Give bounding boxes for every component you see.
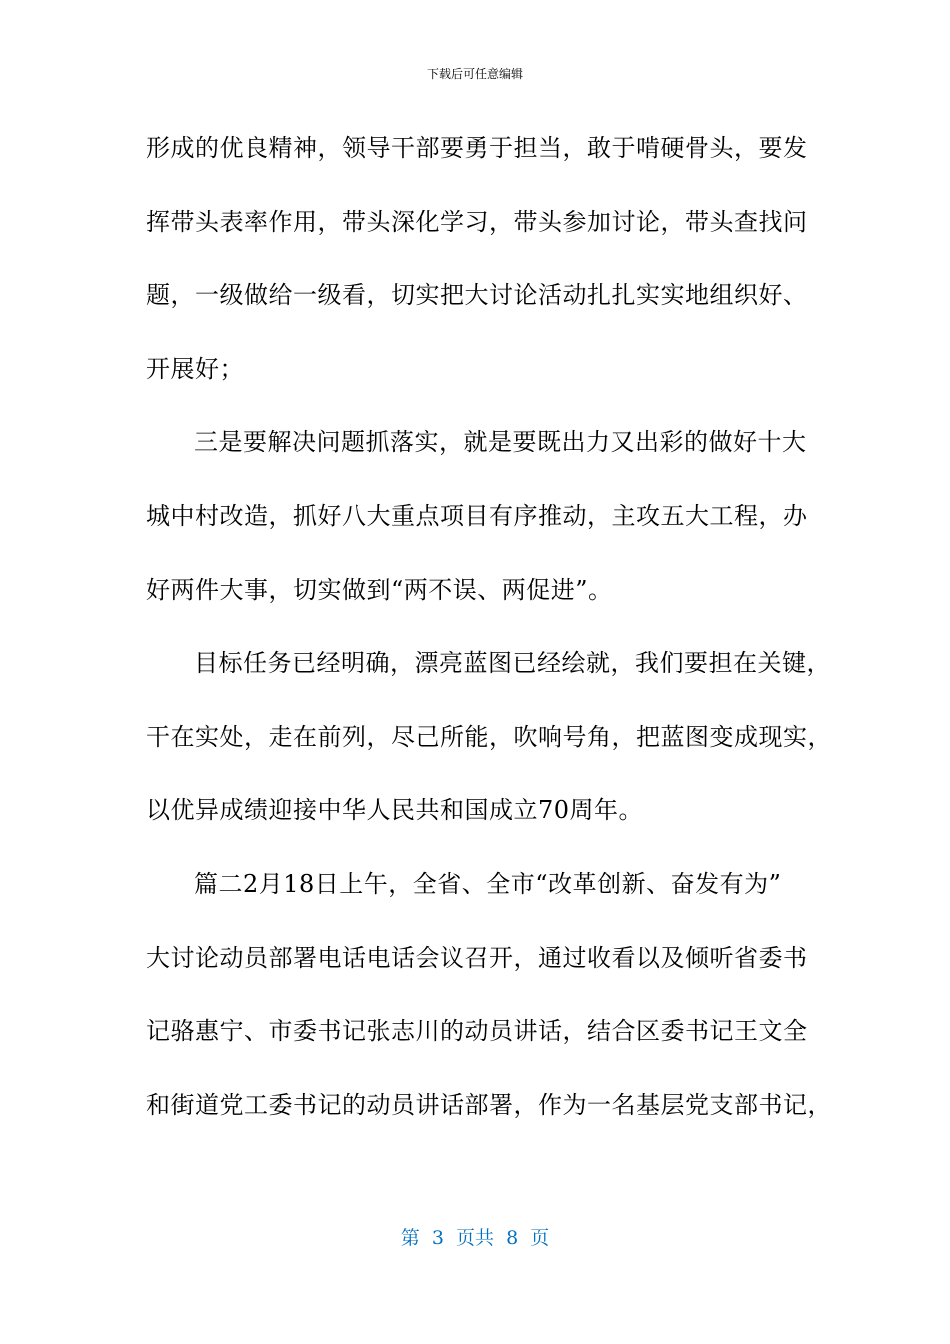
text-line: 城中村改造，抓好八大重点项目有序推动，主攻五大工程，办: [146, 501, 808, 530]
text-line: 挥带头表率作用，带头深化学习，带头参加讨论，带头查找问: [146, 207, 808, 236]
text-line: 开展好；: [146, 354, 244, 383]
text-line: 以优异成绩迎接中华人民共和国成立70周年。: [146, 796, 644, 825]
page-number-footer: 第 3 页共 8 页: [400, 1227, 550, 1249]
paragraph-start-line: 篇二2月18日上午，全省、全市“改革创新、奋发有为”: [194, 869, 782, 898]
paragraph-start-line: 目标任务已经明确，漂亮蓝图已经绘就，我们要担在关键，: [194, 649, 831, 678]
text-line: 大讨论动员部署电话电话会议召开，通过收看以及倾听省委书: [146, 943, 808, 972]
document-body: [146, 112, 832, 1142]
paragraph-start-line: 三是要解决问题抓落实，就是要既出力又出彩的做好十大: [194, 428, 807, 457]
text-line: 好两件大事，切实做到“两不误、两促进”。: [146, 575, 613, 604]
text-line: 和街道党工委书记的动员讲话部署，作为一名基层党支部书记，: [146, 1090, 832, 1119]
page-header: 下载后可任意编辑: [426, 67, 523, 81]
text-line: 记骆惠宁、市委书记张志川的动员讲话，结合区委书记王文全: [146, 1017, 808, 1046]
text-line: 干在实处，走在前列，尽己所能，吹响号角，把蓝图变成现实，: [146, 722, 832, 751]
text-line: 形成的优良精神，领导干部要勇于担当，敢于啃硬骨头，要发: [146, 134, 808, 162]
text-line: 题，一级做给一级看，切实把大讨论活动扎扎实实地组织好、: [146, 281, 808, 310]
